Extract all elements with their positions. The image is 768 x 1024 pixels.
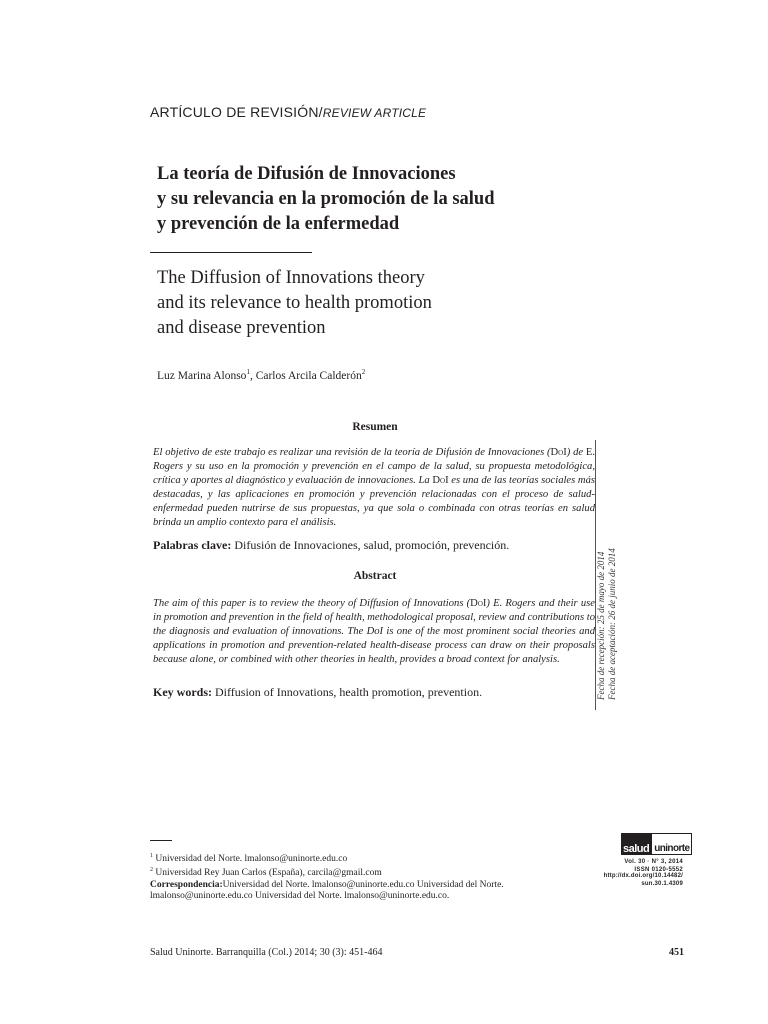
- journal-logo-salud: salud: [621, 833, 651, 855]
- footnote-2-text: Universidad Rey Juan Carlos (España), carcila@gmail.com: [153, 868, 382, 879]
- resumen-text-part: Rogers y su uso en la promoción y prevención en el campo de la salud, su propuesta metodológica, crítica y aportes al diagnóstico y evaluación de innovaciones. La: [153, 461, 595, 487]
- title-divider: [150, 252, 312, 253]
- title-spanish: [157, 162, 597, 237]
- footnote-mark: 1: [150, 853, 153, 859]
- title-en-line: and disease prevention: [157, 318, 326, 338]
- abbr-doi: DoI: [470, 598, 487, 609]
- resumen-text-part: es una de las teorías sociales más destacadas, y las aplicaciones en promoción y prevención relacionadas con el proceso de salud-enfermedad pueden nutrirse de sus propuestas, ya que sola o combinada con otras teorías en salud brinda un amplio contexto para el análisis.: [153, 475, 595, 529]
- resumen-heading: Resumen: [352, 421, 398, 433]
- palabras-clave-text: Difusión de Innovaciones, salud, promoción, prevención.: [231, 538, 510, 552]
- title-es-line: La teoría de Difusión de Innovaciones: [157, 164, 456, 184]
- journal-volume: Vol. 30 · N° 3, 2014: [624, 859, 683, 865]
- doi-line: sun.30.1.4309: [641, 881, 683, 887]
- author-separator: ,: [249, 369, 256, 382]
- correspondence-text: Universidad del Norte. lmalonso@uninorte.edu.co Universidad del Norte. lmalonso@uninorte.edu.co Universidad del Norte. lmalonso@uninorte.edu.co.: [150, 879, 504, 902]
- page-number: 451: [669, 947, 684, 958]
- doi-link[interactable]: [585, 872, 683, 888]
- footnote-2: [150, 865, 585, 879]
- footnote-divider: [150, 840, 172, 841]
- key-words-label: Key words:: [153, 685, 212, 699]
- abbr-doi: DoI: [550, 447, 567, 458]
- title-en-line: and its relevance to health promotion: [157, 293, 432, 313]
- palabras-clave-label: Palabras clave:: [153, 538, 232, 552]
- footnotes: [150, 851, 585, 903]
- footer-citation: Salud Uninorte. Barranquilla (Col.) 2014; 30 (3): 451-464: [150, 947, 383, 958]
- journal-issn: ISSN 0120-5552: [634, 867, 683, 873]
- author-affiliation-mark: 1: [246, 368, 250, 376]
- title-es-line: y prevención de la enfermedad: [157, 214, 400, 234]
- author-initial: E.: [585, 447, 596, 458]
- journal-badge: [621, 833, 690, 874]
- author-affiliation-mark: 2: [361, 368, 366, 376]
- received-date: Fecha de recepción: 25 de mayo de 2014: [596, 551, 606, 700]
- key-words: [153, 685, 603, 700]
- accepted-date: Fecha de aceptación: 26 de junio de 2014: [606, 548, 617, 700]
- title-en-line: The Diffusion of Innovations theory: [157, 268, 425, 288]
- journal-logo-uninorte: uninorte: [651, 833, 692, 855]
- article-dates: [596, 548, 617, 700]
- abstract-heading: Abstract: [353, 570, 397, 582]
- key-words-text: Diffusion of Innovations, health promotion, prevention.: [212, 685, 483, 699]
- correspondence: [150, 880, 585, 903]
- resumen-text-part: El objetivo de este trabajo es realizar una revisión de la teoría de Difusión de Innovaciones (: [153, 447, 551, 458]
- section-label-es: ARTÍCULO DE REVISIÓN/: [150, 104, 323, 120]
- abstract-text: [153, 597, 595, 667]
- abstract-text-part: ) E. Rogers and their use in promotion and prevention in the field of health, methodological proposal, review and contributions to the diagnosis and evaluation of innovations. The DoI is one of the most prominent social theories and applications in promotion and prevention-related health-disease process can draw on their proposals because alone, or combined with other theories in health, provides a broad context for analysis.: [153, 598, 595, 666]
- title-es-line: y su relevancia en la promoción de la salud: [157, 189, 495, 209]
- resumen-text-part: ) de: [566, 447, 586, 458]
- section-label-en: REVIEW ARTICLE: [322, 106, 427, 120]
- title-english: [157, 266, 597, 341]
- resumen-text: [153, 446, 595, 531]
- palabras-clave: [153, 538, 603, 553]
- journal-logo: [621, 833, 690, 855]
- author-name: Carlos Arcila Calderón: [255, 369, 362, 382]
- footnote-mark: 2: [150, 867, 153, 874]
- footnote-1-text: Universidad del Norte. lmalonso@uninorte.edu.co: [153, 854, 348, 865]
- abstract-text-part: The aim of this paper is to review the theory of Diffusion of Innovations (: [153, 598, 471, 609]
- correspondence-label: Correspondencia:: [150, 879, 223, 890]
- footnote-1: [150, 851, 585, 865]
- author-name: Luz Marina Alonso: [157, 369, 247, 382]
- section-label: [150, 104, 426, 120]
- abbr-doi: DoI: [432, 475, 449, 487]
- authors: [157, 368, 365, 382]
- doi-line: http://dx.doi.org/10.14482/: [603, 873, 683, 879]
